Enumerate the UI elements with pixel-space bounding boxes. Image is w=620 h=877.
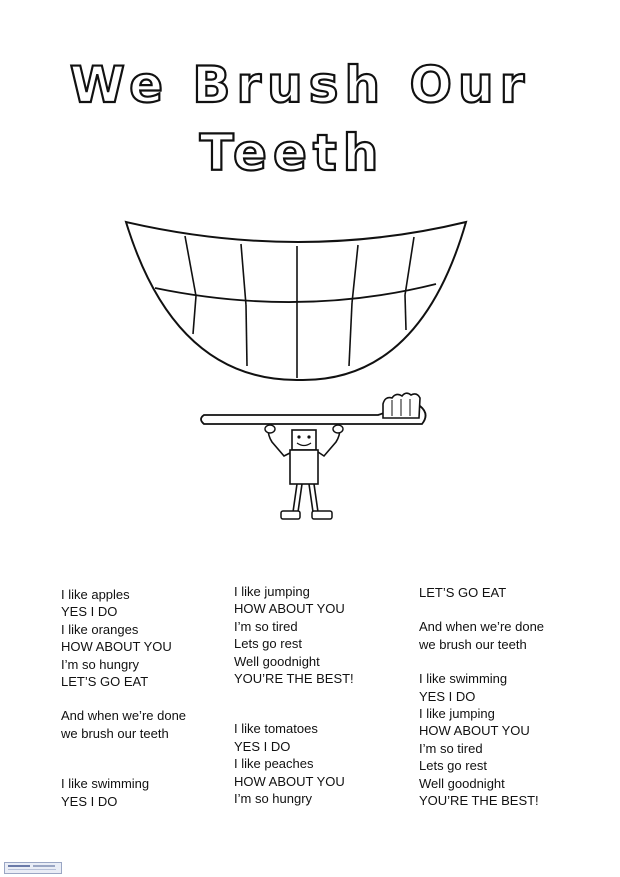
lyric-line: I like jumping <box>419 706 495 722</box>
lyric-line: I’m so hungry <box>234 791 313 807</box>
stanza <box>419 584 544 601</box>
stanza <box>61 775 186 810</box>
title-svg <box>0 40 620 190</box>
lyric-line: I’m so hungry <box>61 656 140 672</box>
lyric-line: YES I DO <box>61 793 118 809</box>
lyrics-column-3 <box>419 584 544 809</box>
lyric-line: YOU’RE THE BEST! <box>419 793 539 809</box>
lyric-line: HOW ABOUT YOU <box>419 723 530 739</box>
lyric-line: And when we’re done <box>419 619 545 635</box>
stanza <box>419 670 544 809</box>
lyrics-column-2 <box>234 583 354 807</box>
lyric-line: I like peaches <box>234 756 314 772</box>
lyric-line: And when we’re done <box>61 708 187 724</box>
lyric-line: LET’S GO EAT <box>419 585 507 600</box>
lyric-line: we brush our teeth <box>61 725 169 741</box>
tooth-character-icon <box>265 425 343 519</box>
stanza <box>419 618 544 653</box>
watermark-logo <box>4 862 62 874</box>
lyric-line: I’m so tired <box>419 740 483 756</box>
lyric-line: I like jumping <box>234 584 310 599</box>
stanza <box>61 586 186 690</box>
lyric-line: I like oranges <box>61 621 139 637</box>
title-line-1: We Brush Our <box>69 56 531 114</box>
lyric-line: LET’S GO EAT <box>61 674 149 690</box>
smile-mouth-icon <box>0 200 620 540</box>
illustration <box>0 200 620 540</box>
lyric-line: Lets go rest <box>419 758 487 774</box>
lyric-line: YES I DO <box>419 688 476 704</box>
stanza <box>61 707 186 742</box>
lyric-line: I like apples <box>61 587 130 602</box>
stanza <box>234 720 354 807</box>
lyric-line: YOU’RE THE BEST! <box>234 671 354 687</box>
lyric-line: YES I DO <box>234 738 291 754</box>
lyric-line: HOW ABOUT YOU <box>61 639 172 655</box>
page-title <box>0 40 620 190</box>
lyric-line: YES I DO <box>61 604 118 620</box>
lyric-line: I like swimming <box>61 776 150 792</box>
lyric-line: Lets go rest <box>234 636 302 652</box>
lyric-line: Well goodnight <box>419 775 505 791</box>
lyric-line: Well goodnight <box>234 653 320 669</box>
lyric-line: I like swimming <box>419 671 508 687</box>
title-line-2: Teeth <box>199 124 385 182</box>
lyric-line: I like tomatoes <box>234 721 318 737</box>
lyric-line: I’m so tired <box>234 618 298 634</box>
lyric-line: we brush our teeth <box>419 636 527 652</box>
lyric-line: HOW ABOUT YOU <box>234 773 345 789</box>
lyrics-column-1 <box>61 586 186 810</box>
lyric-line: HOW ABOUT YOU <box>234 601 345 617</box>
stanza <box>234 583 354 687</box>
toothbrush-icon <box>201 393 426 424</box>
